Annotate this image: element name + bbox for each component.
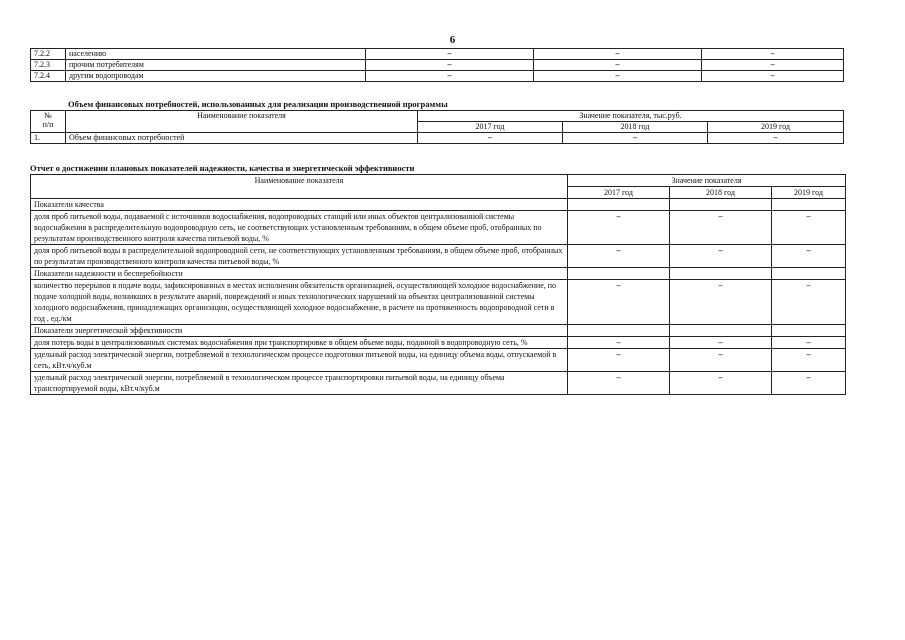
value-2018: – xyxy=(534,71,702,82)
empty-cell xyxy=(568,325,670,337)
value-2019: – xyxy=(772,211,846,245)
section-title: Показатели надежности и бесперебойности xyxy=(31,268,568,280)
value-2019: – xyxy=(772,280,846,325)
table-header-row xyxy=(31,111,844,122)
value-2017: – xyxy=(568,280,670,325)
header-name: Наименование показателя xyxy=(31,175,568,199)
value-2018: – xyxy=(534,49,702,60)
header-num-bottom: п/п xyxy=(42,120,54,129)
header-year-2017: 2017 год xyxy=(418,122,563,133)
header-num-top: № xyxy=(44,111,52,120)
value-2017: – xyxy=(366,71,534,82)
table-row xyxy=(31,60,844,71)
table-row xyxy=(31,211,846,245)
section-row-energy xyxy=(31,325,846,337)
header-year-2018: 2018 год xyxy=(563,122,708,133)
header-year-2018: 2018 год xyxy=(670,187,772,199)
value-2018: – xyxy=(534,60,702,71)
indicators-table xyxy=(30,174,846,395)
value-2019: – xyxy=(772,372,846,395)
finance-table-title: Объем финансовых потребностей, использованных для реализации производственной программы xyxy=(68,99,448,109)
row-number: 7.2.4 xyxy=(31,71,66,82)
row-name: удельный расход электрической энергии, потребляемой в технологическом процессе транспортировки питьевой воды, на единицу объема транспортируемой воды, кВт.ч/куб.м xyxy=(31,372,568,395)
table-row xyxy=(31,71,844,82)
row-name: населению xyxy=(66,49,366,60)
empty-cell xyxy=(772,199,846,211)
row-name: прочим потребителям xyxy=(66,60,366,71)
section-row-quality xyxy=(31,199,846,211)
value-2019: – xyxy=(702,60,844,71)
empty-cell xyxy=(670,268,772,280)
value-2019: – xyxy=(702,49,844,60)
finance-table xyxy=(30,110,844,144)
value-2017: – xyxy=(418,133,563,144)
table-row xyxy=(31,49,844,60)
empty-cell xyxy=(670,325,772,337)
table-row xyxy=(31,245,846,268)
row-number: 7.2.3 xyxy=(31,60,66,71)
empty-cell xyxy=(772,325,846,337)
header-name: Наименование показателя xyxy=(66,111,418,133)
row-name: доля потерь воды в централизованных системах водоснабжения при транспортировке в общем объеме воды, поданной в водопроводную сеть, % xyxy=(31,337,568,349)
header-num xyxy=(31,111,66,133)
header-year-2019: 2019 год xyxy=(772,187,846,199)
value-2018: – xyxy=(670,372,772,395)
value-2019: – xyxy=(772,337,846,349)
row-name: удельный расход электрической энергии, потребляемой в технологическом процессе подготовки питьевой воды, на единицу объема воды, отпускаемой в сеть, кВт.ч/куб.м xyxy=(31,349,568,372)
value-2017: – xyxy=(568,372,670,395)
value-2019: – xyxy=(702,71,844,82)
row-name: другим водопроводам xyxy=(66,71,366,82)
value-2019: – xyxy=(708,133,844,144)
value-2017: – xyxy=(568,349,670,372)
table-row xyxy=(31,280,846,325)
section-title: Показатели качества xyxy=(31,199,568,211)
empty-cell xyxy=(568,268,670,280)
value-2018: – xyxy=(670,337,772,349)
row-name: Объем финансовых потребностей xyxy=(66,133,418,144)
empty-cell xyxy=(772,268,846,280)
value-2017: – xyxy=(366,49,534,60)
row-name: доля проб питьевой воды, подаваемой с источников водоснабжения, водопроводных станций или иных объектов централизованной системы водоснабжения в распределительную водопроводную сеть, не соответствующих установленным требованиям, в общем объеме проб, отобранных по результатам производственного контроля качества питьевой воды, % xyxy=(31,211,568,245)
page-number: 6 xyxy=(449,34,456,46)
empty-cell xyxy=(670,199,772,211)
section-title: Показатели энергетической эффективности xyxy=(31,325,568,337)
value-2018: – xyxy=(563,133,708,144)
value-2017: – xyxy=(568,245,670,268)
value-2018: – xyxy=(670,211,772,245)
row-number: 7.2.2 xyxy=(31,49,66,60)
row-name: количество перерывов в подаче воды, зафиксированных в местах исполнения обязательств организацией, осуществляющей холодное водоснабжение, по подаче холодной воды, возникших в результате аварий, повреждений и иных технологических нарушений на объектах централизованной системы холодного водоснабжения, принадлежащих организации, осуществляющей холодное водоснабжение, в расчете на протяженность водопроводной сети в год , ед./км xyxy=(31,280,568,325)
section-row-reliability xyxy=(31,268,846,280)
table-row xyxy=(31,337,846,349)
value-2017: – xyxy=(366,60,534,71)
indicators-table-title: Отчет о достижении плановых показателей надежности, качества и энергетической эффективности xyxy=(30,163,415,173)
value-2017: – xyxy=(568,337,670,349)
row-number: 1. xyxy=(31,133,66,144)
value-2018: – xyxy=(670,280,772,325)
value-2019: – xyxy=(772,349,846,372)
header-year-2017: 2017 год xyxy=(568,187,670,199)
row-name: доля проб питьевой воды в распределительной водопроводной сети, не соответствующих установленным требованиям, в общем объеме проб, отобранных по результатам производственного контроля качества питьевой воды, % xyxy=(31,245,568,268)
value-2019: – xyxy=(772,245,846,268)
continuation-table xyxy=(30,48,844,82)
table-row xyxy=(31,349,846,372)
value-2017: – xyxy=(568,211,670,245)
header-value: Значение показателя xyxy=(568,175,846,187)
empty-cell xyxy=(568,199,670,211)
table-row xyxy=(31,372,846,395)
value-2018: – xyxy=(670,245,772,268)
header-value: Значение показателя, тыс.руб. xyxy=(418,111,844,122)
table-row xyxy=(31,133,844,144)
header-year-2019: 2019 год xyxy=(708,122,844,133)
value-2018: – xyxy=(670,349,772,372)
table-header-row xyxy=(31,175,846,187)
